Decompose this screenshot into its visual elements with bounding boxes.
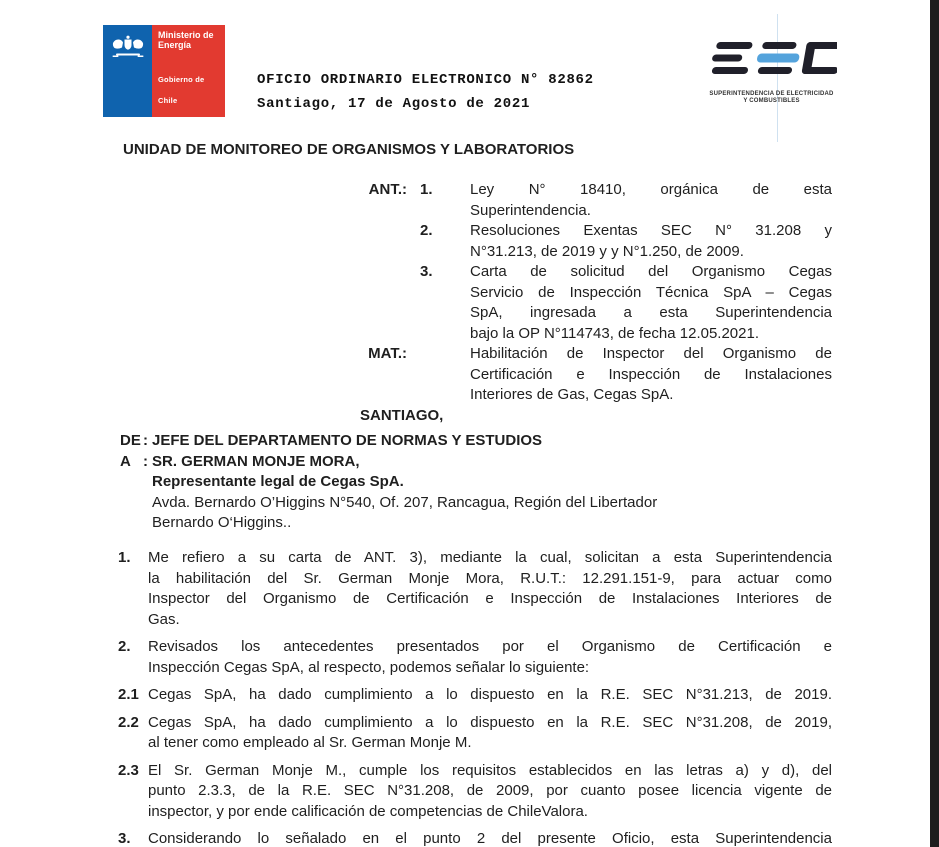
empty-label xyxy=(364,221,407,262)
reference-number: 3. xyxy=(420,263,433,280)
paragraph-number: 2.1 xyxy=(118,686,139,703)
text-line: bajo la OP N°114743, de fecha 12.05.2021. xyxy=(470,324,759,342)
paragraph-number: 2.3 xyxy=(118,761,139,779)
text-line: punto 2.3.3, de la R.E. SEC N°31.208, de 2009, por cuanto posee licencia vigente de xyxy=(148,782,832,799)
mat-label: MAT.: xyxy=(368,345,407,362)
from-colon: : xyxy=(143,432,148,449)
text-line: Servicio de Inspección Técnica SpA – Cegas xyxy=(470,283,832,301)
from-value: JEFE DEL DEPARTAMENTO DE NORMAS Y ESTUDIOS xyxy=(152,432,543,449)
reference-number: 2. xyxy=(420,222,433,239)
ministry-logo-blue-panel xyxy=(103,25,152,117)
paragraph xyxy=(118,548,832,630)
text-line: El Sr. German Monje M., cumple los requisitos establecidos en las letras a) y d), del xyxy=(148,761,832,779)
paragraph-text xyxy=(148,713,832,754)
text-line: Inspector del Organismo de Certificación e Inspección de Instalaciones Interiores de xyxy=(148,590,832,607)
oficio-date-line: Santiago, 17 de Agosto de 2021 xyxy=(257,96,531,112)
ministry-name-line2: Energía xyxy=(158,40,192,50)
text-line: Considerando lo señalado en el punto 2 del presente Oficio, esta Superintendencia xyxy=(148,830,832,847)
paragraph-text xyxy=(148,548,832,630)
reference-item xyxy=(364,221,832,262)
reference-number: 1. xyxy=(420,181,433,198)
empty-number xyxy=(407,344,470,406)
paragraph-number: 2. xyxy=(118,638,131,655)
text-line: Me refiero a su carta de ANT. 3), mediante la cual, solicitan a esta Superintendencia xyxy=(148,549,832,566)
from-row xyxy=(120,431,834,452)
text-line: inspector, y por ende calificación de competencias de ChileValora. xyxy=(148,802,588,820)
paragraph-number: 1. xyxy=(118,549,131,566)
addressing-block xyxy=(120,431,834,534)
text-line: Habilitación de Inspector del Organismo de xyxy=(470,345,832,362)
text-line: Cegas SpA, ha dado cumplimiento a lo dispuesto en la R.E. SEC N°31.213, de 2019. xyxy=(148,686,832,703)
paragraph xyxy=(118,761,832,823)
ant-label: ANT.: xyxy=(368,181,407,198)
paragraph-number: 3. xyxy=(118,830,131,847)
ministry-name-line1: Ministerio de xyxy=(158,30,214,40)
text-line: Carta de solicitud del Organismo Cegas xyxy=(470,263,832,280)
paragraph-text xyxy=(148,761,832,823)
text-line: Revisados los antecedentes presentados por el Organismo de Certificación e xyxy=(148,638,832,655)
to-row xyxy=(120,452,834,473)
recipient-role: Representante legal de Cegas SpA. xyxy=(152,473,404,490)
sec-caption-line1: SUPERINTENDENCIA DE ELECTRICIDAD xyxy=(709,90,834,97)
to-colon: : xyxy=(143,452,148,470)
reference-text xyxy=(470,221,832,262)
paragraph xyxy=(118,829,832,847)
city-line: SANTIAGO, xyxy=(360,406,444,424)
paragraph xyxy=(118,637,832,678)
sec-acronym-icon xyxy=(707,42,837,76)
reference-text xyxy=(470,262,832,344)
oficio-header xyxy=(257,72,594,112)
paragraph-text xyxy=(148,829,832,847)
reference-item xyxy=(364,180,832,221)
viewer-scrollbar[interactable] xyxy=(930,0,939,847)
text-line: Superintendencia. xyxy=(470,201,591,219)
government-of-chile-label: Gobierno de Chile xyxy=(158,75,205,105)
unit-title: UNIDAD DE MONITOREO DE ORGANISMOS Y LABORATORIOS xyxy=(123,141,575,158)
text-line: Resoluciones Exentas SEC N° 31.208 y xyxy=(470,222,832,239)
text-line: Gas. xyxy=(148,610,180,628)
text-line: Ley N° 18410, orgánica de esta xyxy=(470,181,832,198)
reference-item xyxy=(364,262,832,344)
ministry-logo-red-panel xyxy=(152,25,225,117)
text-line: la habilitación del Sr. German Monje Mora, R.U.T.: 12.291.151-9, para actuar como xyxy=(148,569,832,587)
recipient-address-line2: Bernardo O‘Higgins.. xyxy=(152,514,292,531)
paragraph-number: 2.2 xyxy=(118,713,139,731)
references-block xyxy=(360,180,832,426)
chile-coat-of-arms-icon xyxy=(110,34,146,60)
paragraph-text xyxy=(148,685,832,706)
text-line: N°31.213, de 2019 y y N°1.250, de 2009. xyxy=(470,242,744,260)
paragraph xyxy=(118,685,832,706)
letter-body xyxy=(118,548,832,847)
sec-caption-line2: Y COMBUSTIBLES xyxy=(743,97,800,104)
ministry-name-label xyxy=(158,30,214,50)
reference-text xyxy=(470,180,832,221)
subject-text xyxy=(470,344,832,406)
sec-logo xyxy=(704,42,839,105)
from-label: DE xyxy=(120,432,141,449)
text-line: al tener como empleado al Sr. German Monje M. xyxy=(148,734,472,751)
sec-caption xyxy=(704,91,839,105)
empty-label xyxy=(364,262,407,344)
ministry-of-energy-logo xyxy=(103,25,225,117)
text-line: Interiores de Gas, Cegas SpA. xyxy=(470,386,674,403)
to-value: SR. GERMAN MONJE MORA, xyxy=(152,452,360,470)
text-line: Cegas SpA, ha dado cumplimiento a lo dispuesto en la R.E. SEC N°31.208, de 2019, xyxy=(148,713,832,731)
text-line: Inspección Cegas SpA, al respecto, podemos señalar lo siguiente: xyxy=(148,658,590,676)
to-label: A xyxy=(120,452,131,470)
paragraph xyxy=(118,713,832,754)
oficio-number-line: OFICIO ORDINARIO ELECTRONICO N° 82862 xyxy=(257,72,594,88)
text-line: Certificación e Inspección de Instalaciones xyxy=(470,365,832,383)
subject-item xyxy=(364,344,832,406)
recipient-address-line1: Avda. Bernardo O’Higgins N°540, Of. 207, Rancagua, Región del Libertador xyxy=(152,493,658,511)
text-line: SpA, ingresada a esta Superintendencia xyxy=(470,304,832,321)
paragraph-text xyxy=(148,637,832,678)
